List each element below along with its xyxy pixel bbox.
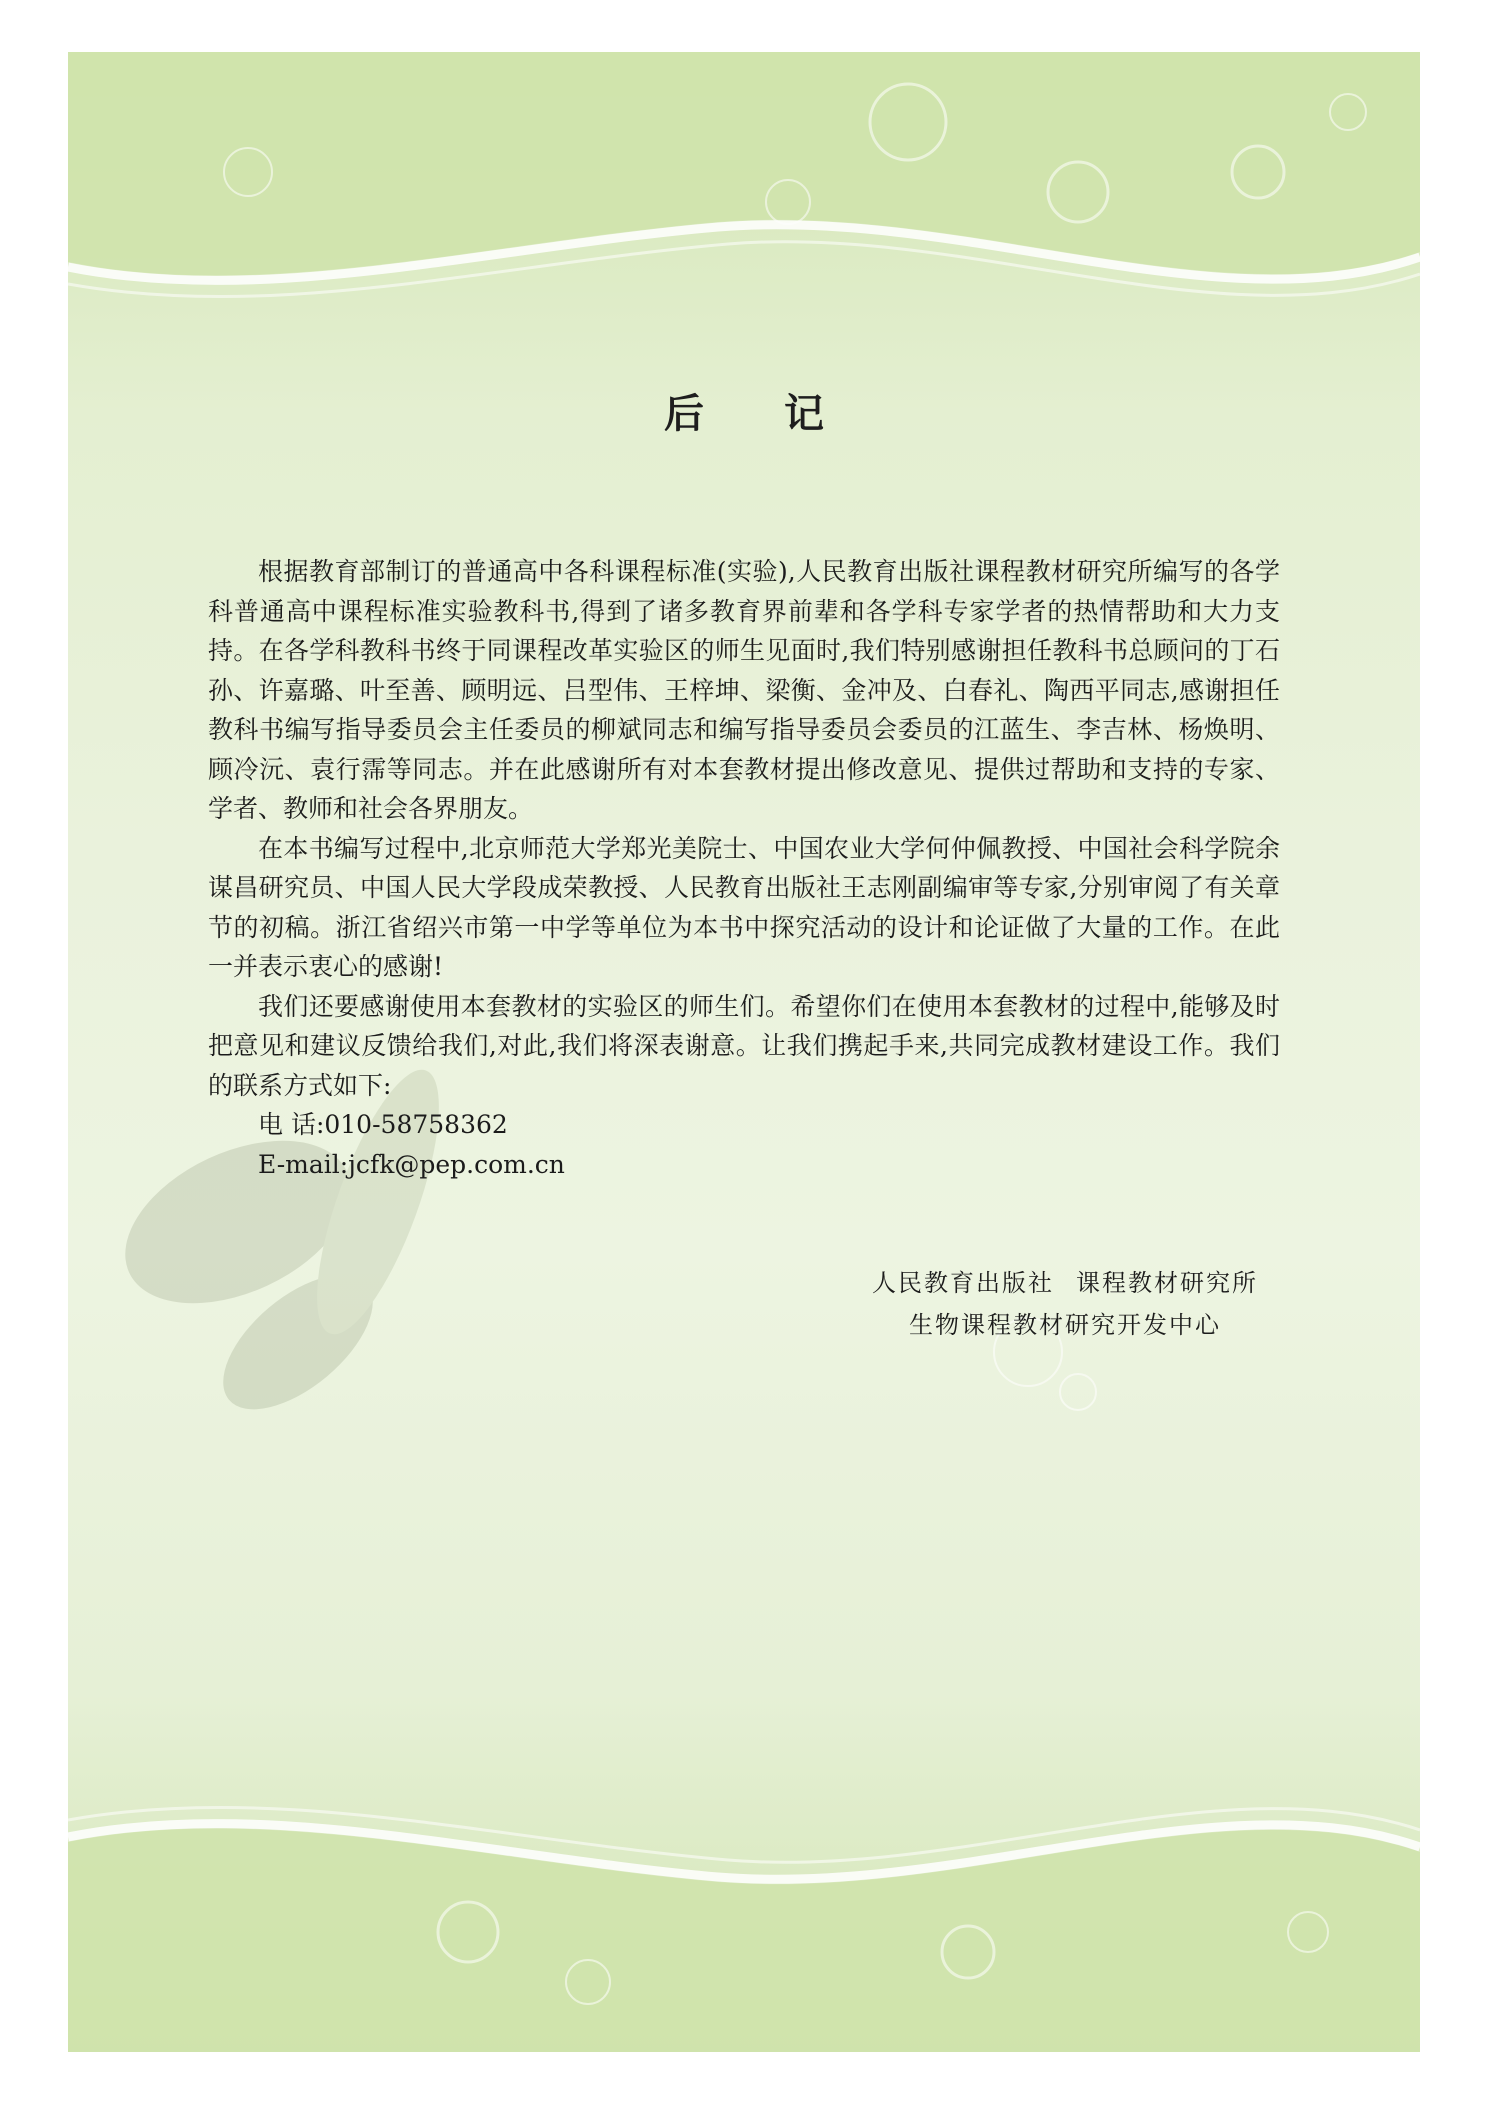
body-text (208, 552, 1280, 1184)
paragraph-feedback: 我们还要感谢使用本套教材的实验区的师生们。希望你们在使用本套教材的过程中,能够及时把意见和建议反馈给我们,对此,我们将深表谢意。让我们携起手来,共同完成教材建设工作。我们的联系方式如下: (208, 991, 1280, 1100)
document-page (68, 52, 1420, 2052)
page-title (68, 382, 1420, 439)
signature-line-2: 生物课程教材研究开发中心 (909, 1311, 1221, 1339)
title-char-1: 后 (664, 390, 704, 437)
contact-phone: 电 话:010-58758362 (258, 1110, 508, 1139)
signature-block (835, 1262, 1295, 1346)
title-char-2: 记 (784, 390, 824, 437)
signature-line-1 (835, 1262, 1295, 1304)
contact-email: E-mail:jcfk@pep.com.cn (258, 1149, 565, 1179)
signature-publisher: 人民教育出版社 (872, 1269, 1054, 1297)
signature-institute: 课程教材研究所 (1076, 1269, 1258, 1297)
paragraph-reviewers: 在本书编写过程中,北京师范大学郑光美院士、中国农业大学何仲佩教授、中国社会科学院余谋昌研究员、中国人民大学段成荣教授、人民教育出版社王志刚副编审等专家,分别审阅了有关章节的初稿。浙江省绍兴市第一中学等单位为本书中探究活动的设计和论证做了大量的工作。在此一并表示衷心的感谢! (208, 833, 1280, 981)
paragraph-acknowledgements: 根据教育部制订的普通高中各科课程标准(实验),人民教育出版社课程教材研究所编写的各学科普通高中课程标准实验教科书,得到了诸多教育界前辈和各学科专家学者的热情帮助和大力支持。在各学科教科书终于同课程改革实验区的师生见面时,我们特别感谢担任教科书总顾问的丁石孙、许嘉璐、叶至善、顾明远、吕型伟、王梓坤、梁衡、金冲及、白春礼、陶西平同志,感谢担任教科书编写指导委员会主任委员的柳斌同志和编写指导委员会委员的江蓝生、李吉林、杨焕明、顾冷沅、袁行霈等同志。并在此感谢所有对本套教材提出修改意见、提供过帮助和支持的专家、学者、教师和社会各界朋友。 (208, 557, 1280, 823)
